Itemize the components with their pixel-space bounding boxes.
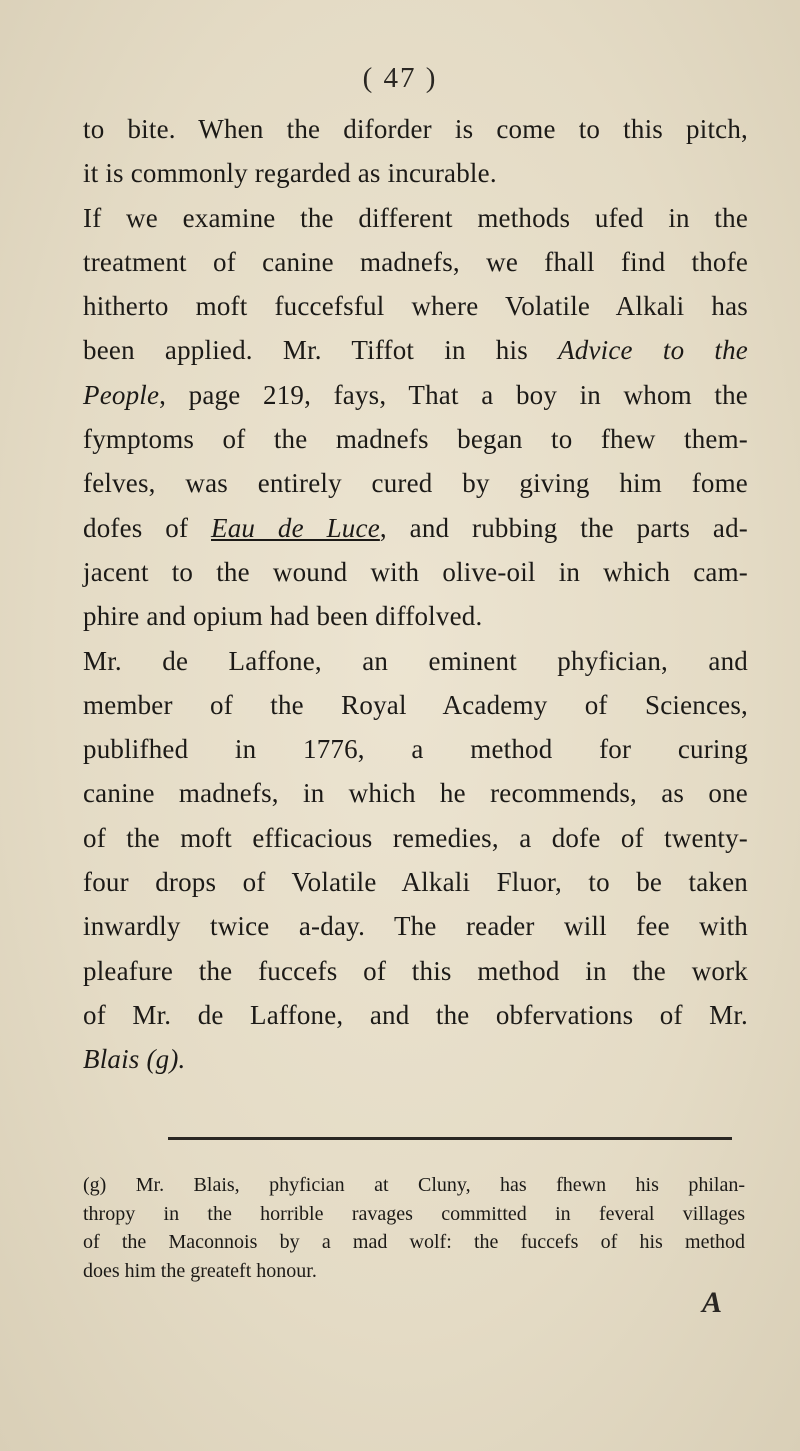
footnote-line: (g) Mr. Blais, phyfician at Cluny, has fhewn his philan- xyxy=(83,1174,745,1196)
text-line: Blais (g). xyxy=(83,1044,186,1075)
text-line-with-italic xyxy=(83,328,748,372)
text-segment: been applied. Mr. Tiffot in his xyxy=(83,335,528,366)
body-text xyxy=(83,107,748,1082)
italic-title: Advice to the xyxy=(558,335,748,366)
text-line-with-italic xyxy=(83,373,748,417)
text-line: it is commonly regarded as incurable. xyxy=(83,158,497,189)
text-line: felves, was entirely cured by giving him fome xyxy=(83,468,748,499)
text-line: treatment of canine madnefs, we fhall find thofe xyxy=(83,246,748,277)
text-line: phire and opium had been diffolved. xyxy=(83,601,483,632)
footnote-rule xyxy=(168,1137,732,1140)
text-line: member of the Royal Academy of Sciences, xyxy=(83,689,748,720)
text-line: hitherto moft fuccefsful where Volatile Alkali has xyxy=(83,291,748,322)
catchword: A xyxy=(701,1286,722,1319)
text-line: If we examine the different methods ufed in the xyxy=(83,202,748,233)
text-line-with-italic xyxy=(83,506,748,550)
text-line: of Mr. de Laffone, and the obfervations of Mr. xyxy=(83,999,748,1030)
text-line: jacent to the wound with olive-oil in which cam- xyxy=(83,556,748,587)
text-line: pleafure the fuccefs of this method in the work xyxy=(83,955,748,986)
footnote-line: of the Maconnois by a mad wolf: the fuccefs of his method xyxy=(83,1231,745,1253)
text-line: to bite. When the diforder is come to this pitch, xyxy=(83,114,748,144)
text-segment: , page 219, fays, That a boy in whom the xyxy=(159,379,748,410)
footnote-line: does him the greateft honour. xyxy=(83,1259,317,1282)
footnote-line: thropy in the horrible ravages committed in feveral villages xyxy=(83,1202,745,1225)
text-line: canine madnefs, in which he recommends, as one xyxy=(83,778,748,809)
text-segment: dofes of xyxy=(83,512,189,543)
footnote xyxy=(83,1171,745,1285)
text-line: Mr. de Laffone, an eminent phyfician, and xyxy=(83,645,748,676)
text-line: inwardly twice a-day. The reader will fee with xyxy=(83,911,748,942)
page-number: ( 47 ) xyxy=(362,62,438,94)
text-line: four drops of Volatile Alkali Fluor, to be taken xyxy=(83,867,748,898)
italic-title: People xyxy=(83,379,160,410)
text-line: publifhed in 1776, a method for curing xyxy=(83,734,748,765)
italic-title: Eau de Luce xyxy=(211,512,380,543)
text-segment: , and rubbing the parts ad- xyxy=(379,512,748,543)
text-line: of the moft efficacious remedies, a dofe of twenty- xyxy=(83,822,748,853)
text-line: fymptoms of the madnefs began to fhew them- xyxy=(83,424,748,455)
